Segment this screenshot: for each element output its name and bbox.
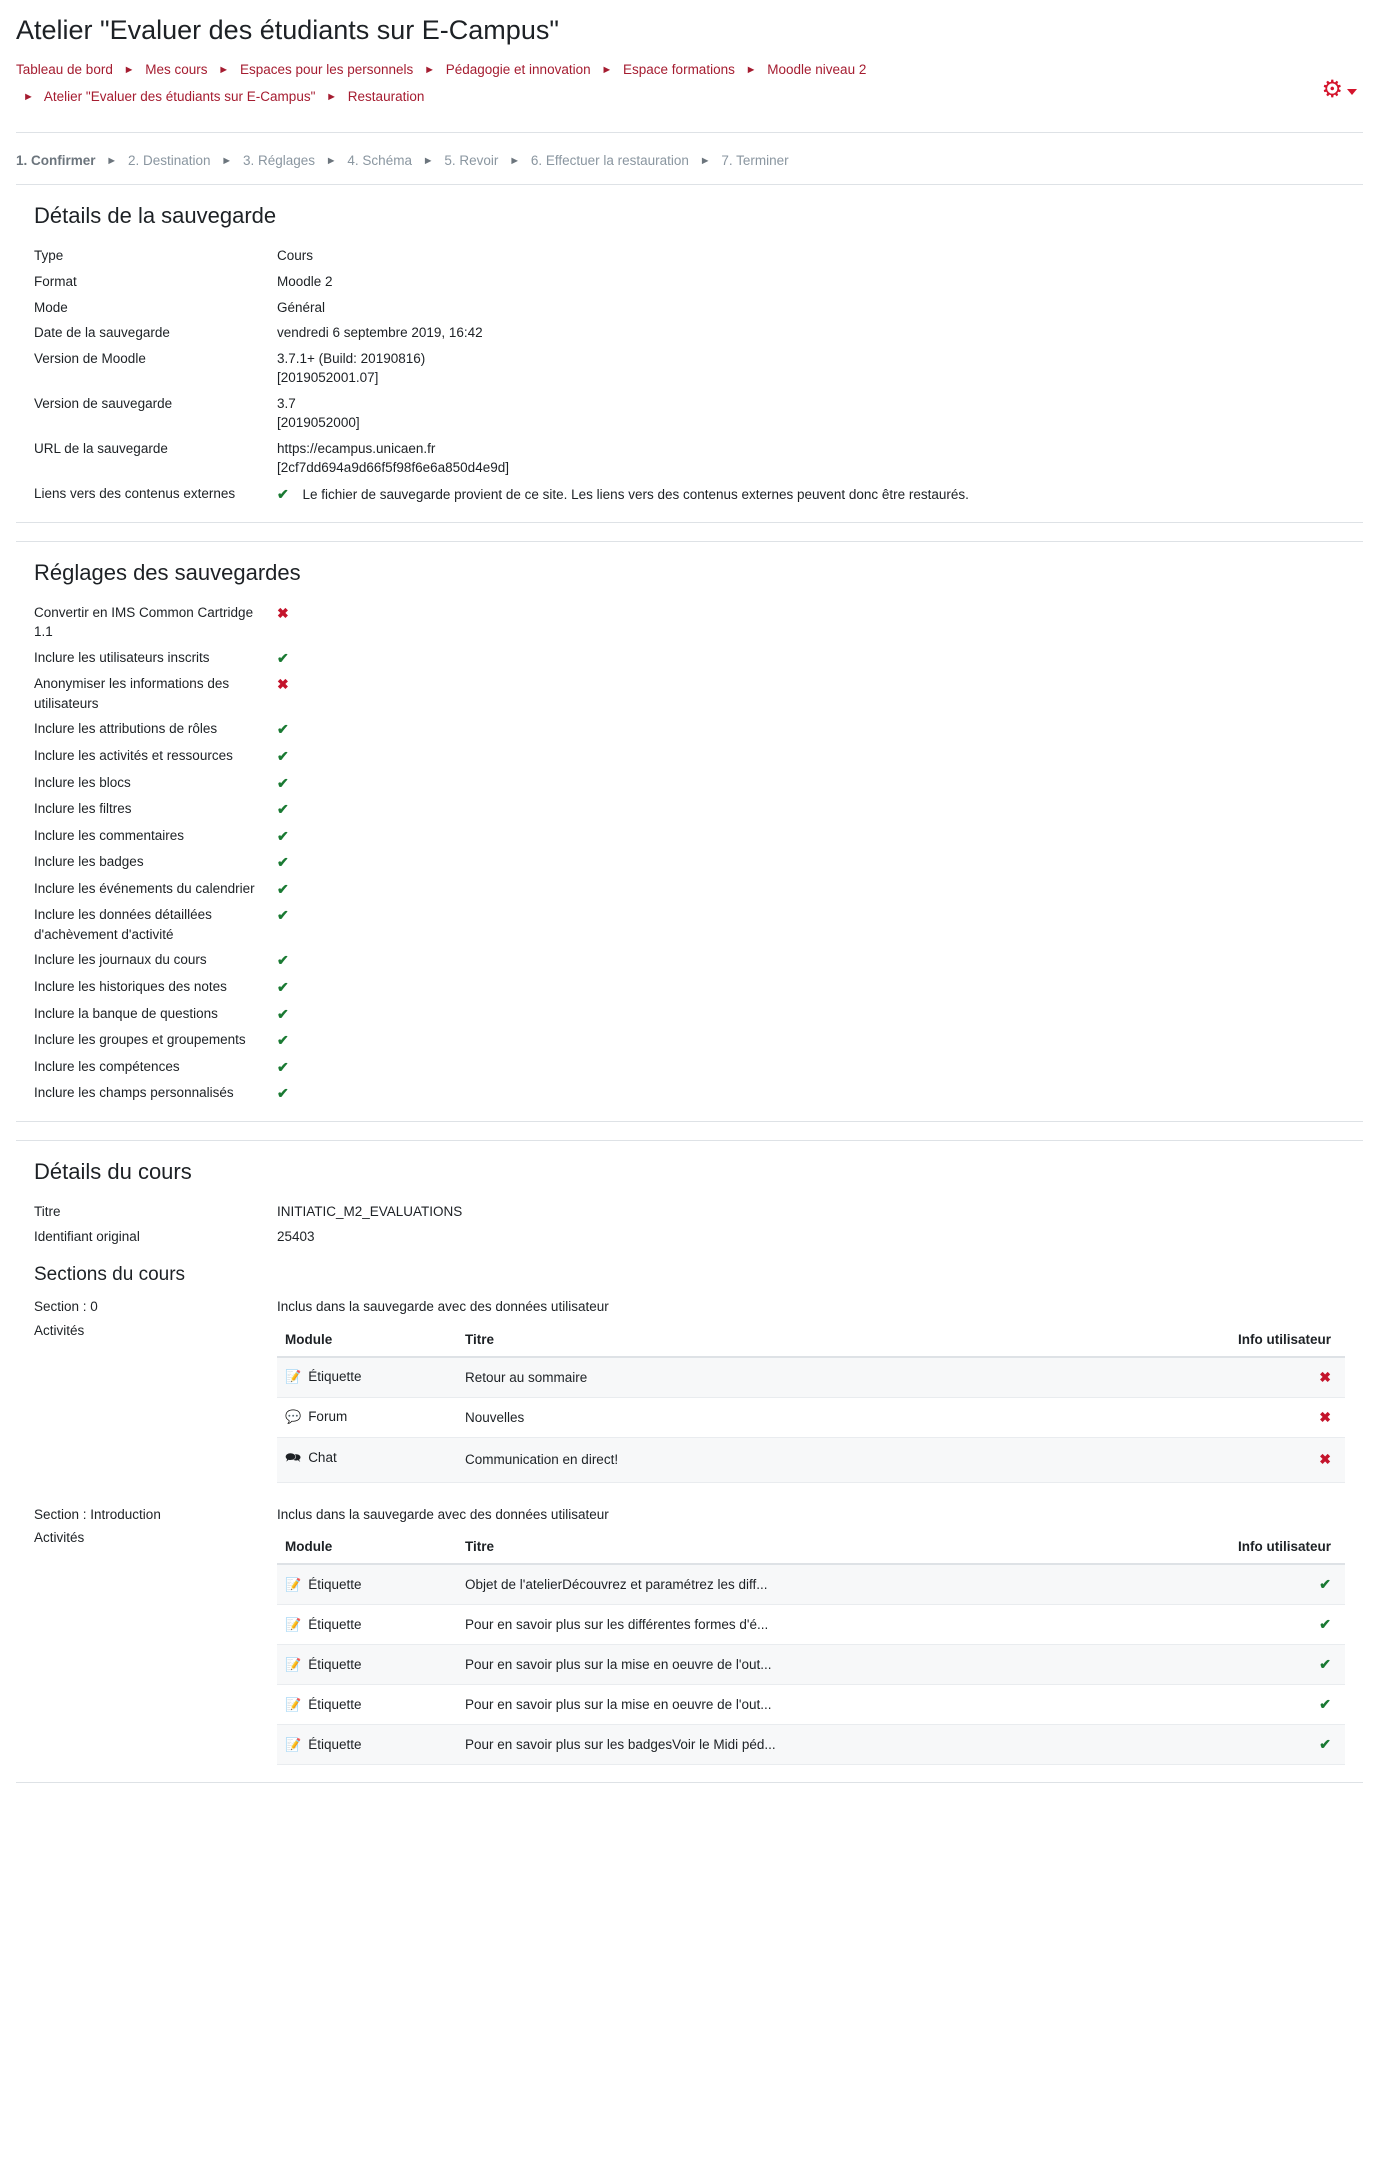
course-detail-value: 25403 [277,1229,315,1245]
step-6-effectuer-la-restauration[interactable]: 6. Effectuer la restauration [530,153,689,169]
backup-detail-value-line1: https://ecampus.unicaen.fr [277,440,436,456]
activity-module [277,1725,457,1765]
table-row [277,1357,1345,1398]
activity-module [277,1564,457,1605]
external-links-value [277,484,1345,505]
breadcrumb-item-3[interactable]: Pédagogie et innovation [445,62,591,78]
activity-title: Retour au sommaire [457,1357,1185,1398]
activities-label: Activités [34,1322,85,1338]
external-links-label: Liens vers des contenus externes [34,486,236,502]
backup-setting-value [277,603,1345,624]
breadcrumb-item-1[interactable]: Mes cours [145,62,208,78]
backup-detail-row [34,436,1345,481]
activities-label: Activités [34,1530,85,1546]
backup-setting-label: Inclure les attributions de rôles [34,721,218,737]
backup-detail-value-line2: [2019052000] [277,415,360,431]
table-row [277,1645,1345,1685]
activity-title: Pour en savoir plus sur la mise en oeuvre de l'out... [457,1685,1185,1725]
backup-setting-row [34,600,1345,645]
backup-setting-label: Inclure les utilisateurs inscrits [34,649,210,665]
breadcrumb-item-0[interactable]: Tableau de bord [16,62,113,78]
backup-detail-value-line1: 3.7.1+ (Build: 20190816) [277,350,426,366]
column-header-user-info: Info utilisateur [1185,1530,1345,1564]
section-label: Section : 0 [34,1298,98,1314]
backup-setting-label: Convertir en IMS Common Cartridge 1.1 [34,604,254,640]
label-icon: 📝 [285,1616,302,1632]
backup-setting-row [34,645,1345,672]
section-header-row [34,1502,1345,1528]
course-sections-title: Sections du cours [34,1263,186,1285]
backup-setting-row [34,1054,1345,1081]
table-row [277,1725,1345,1765]
label-icon: 📝 [285,1369,302,1385]
backup-setting-row [34,849,1345,876]
table-row [277,1397,1345,1437]
breadcrumb-separator-icon: ► [218,64,230,77]
step-separator-icon: ► [106,155,118,168]
course-detail-row [34,1199,1345,1225]
activity-module-label: Chat [308,1449,337,1465]
header-divider [16,132,1363,133]
activity-user-info [1185,1437,1345,1482]
backup-setting-row [34,796,1345,823]
backup-setting-label: Inclure les historiques des notes [34,979,227,995]
check-icon: ✔ [277,827,289,844]
check-icon: ✔ [277,854,289,871]
course-detail-row [34,1224,1345,1250]
activity-module-label: Étiquette [308,1736,362,1752]
backup-detail-value-line1: 3.7 [277,395,296,411]
backup-setting-row [34,770,1345,797]
step-2-destination[interactable]: 2. Destination [127,153,211,169]
step-7-terminer[interactable]: 7. Terminer [721,153,789,169]
label-icon: 📝 [285,1576,302,1592]
backup-detail-row [34,269,1345,295]
activity-module-label: Étiquette [308,1696,362,1712]
backup-setting-row [34,716,1345,743]
cross-icon: ✖ [277,604,289,621]
activity-module-label: Étiquette [308,1576,362,1592]
activity-module-label: Étiquette [308,1656,362,1672]
backup-setting-label: Inclure les champs personnalisés [34,1085,234,1101]
backup-detail-row [34,295,1345,321]
step-3-reglages[interactable]: 3. Réglages [242,153,315,169]
course-detail-label: Titre [34,1203,61,1219]
backup-detail-label: Format [34,273,77,289]
backup-setting-label: Inclure les commentaires [34,827,185,843]
backup-setting-label: Inclure les données détaillées d'achèvement d'activité [34,907,212,942]
check-icon: ✔ [277,979,289,996]
backup-detail-label: Version de sauvegarde [34,395,173,411]
cross-icon: ✖ [277,676,289,693]
activity-title: Nouvelles [457,1397,1185,1437]
backup-setting-row [34,876,1345,903]
course-details-card [16,1140,1363,1783]
backup-setting-value [277,719,1345,740]
activity-module [277,1397,457,1437]
backup-setting-value [277,977,1345,998]
backup-details-title: Détails de la sauvegarde [34,203,277,229]
step-separator-icon: ► [509,155,521,168]
activity-module-label: Étiquette [308,1369,362,1385]
backup-setting-label: Inclure les filtres [34,801,132,817]
activities-table [277,1323,1345,1483]
check-icon: ✔ [277,1032,289,1049]
activities-table-wrapper [277,1323,1345,1483]
activity-title: Pour en savoir plus sur les badgesVoir le Midi péd... [457,1725,1185,1765]
forum-icon: 💬 [285,1409,302,1425]
backup-settings-title: Réglages des sauvegardes [34,559,301,585]
backup-details-card [16,184,1363,522]
section-status: Inclus dans la sauvegarde avec des données utilisateur [277,1506,609,1522]
backup-setting-row [34,743,1345,770]
activity-module-label: Étiquette [308,1616,362,1632]
check-icon: ✔ [277,774,289,791]
backup-setting-row [34,902,1345,947]
activity-user-info [1185,1397,1345,1437]
backup-settings-card [16,541,1363,1122]
backup-setting-label: Inclure les événements du calendrier [34,880,255,896]
section-activities-row [34,1320,1345,1486]
external-links-note: Le fichier de sauvegarde provient de ce site. Les liens vers des contenus externes peuvent donc être restaurés. [302,487,969,503]
breadcrumb-separator-icon: ► [424,64,435,77]
cross-icon: ✖ [1319,1451,1331,1468]
backup-setting-row [34,1027,1345,1054]
check-icon: ✔ [277,1085,289,1102]
column-header-title: Titre [457,1530,1185,1564]
breadcrumb-item-4[interactable]: Espace formations [623,62,735,78]
cross-icon: ✖ [1319,1368,1331,1385]
backup-setting-value [277,879,1345,900]
backup-detail-value [277,394,1345,433]
breadcrumb-item-5[interactable]: Moodle niveau 2 [767,62,867,78]
column-header-module: Module [277,1323,457,1357]
activity-user-info [1185,1605,1345,1645]
table-header-row [277,1323,1345,1357]
check-icon: ✔ [1319,1696,1331,1713]
step-separator-icon: ► [699,155,711,168]
section-label: Section : Introduction [34,1506,161,1522]
activity-title: Pour en savoir plus sur les différentes formes d'é... [457,1605,1185,1645]
backup-setting-row [34,947,1345,974]
column-header-title: Titre [457,1323,1185,1357]
cross-icon: ✖ [1319,1408,1331,1425]
activity-module [277,1357,457,1398]
backup-detail-label: Type [34,248,64,264]
backup-setting-label: Anonymiser les informations des utilisateurs [34,676,230,711]
backup-setting-value [277,648,1345,669]
gear-icon: ⚙ [1321,76,1343,103]
activity-module [277,1685,457,1725]
breadcrumb [16,56,1016,110]
table-row [277,1685,1345,1725]
backup-setting-label: Inclure les activités et ressources [34,747,233,763]
backup-setting-row [34,671,1345,716]
activity-user-info [1185,1357,1345,1398]
chat-icon: 🗪 [285,1449,302,1465]
backup-detail-value: vendredi 6 septembre 2019, 16:42 [277,325,483,341]
breadcrumb-separator-icon: ► [745,64,757,77]
backup-detail-label: URL de la sauvegarde [34,440,168,456]
activity-title: Communication en direct! [457,1437,1185,1482]
check-icon: ✔ [1319,1736,1331,1753]
activity-module [277,1645,457,1685]
check-icon: ✔ [277,907,289,924]
backup-detail-value: Moodle 2 [277,273,333,289]
backup-setting-value [277,950,1345,971]
backup-detail-value-line2: [2019052001.07] [277,370,379,386]
activity-module-label: Forum [308,1409,348,1425]
column-header-module: Module [277,1530,457,1564]
table-header-row [277,1530,1345,1564]
breadcrumb-separator-icon: ► [23,91,34,104]
restore-steps-bar [0,133,1379,184]
activity-user-info [1185,1564,1345,1605]
backup-detail-value: Cours [277,248,314,264]
check-icon: ✔ [1319,1616,1331,1633]
backup-setting-label: Inclure les blocs [34,774,131,790]
backup-setting-value [277,674,1345,695]
activity-user-info [1185,1725,1345,1765]
backup-detail-row [34,391,1345,436]
step-separator-icon: ► [422,155,434,168]
backup-setting-label: Inclure les journaux du cours [34,952,207,968]
backup-setting-label: Inclure les badges [34,854,144,870]
step-4-schema[interactable]: 4. Schéma [347,153,412,169]
breadcrumb-item-6[interactable]: Atelier "Evaluer des étudiants sur E-Campus" [43,89,316,105]
backup-setting-value [277,1004,1345,1025]
check-icon: ✔ [277,801,289,818]
activity-user-info [1185,1645,1345,1685]
column-header-user-info: Info utilisateur [1185,1323,1345,1357]
backup-setting-value [277,1057,1345,1078]
check-icon: ✔ [277,880,289,897]
page-header [0,0,1379,133]
backup-setting-label: Inclure les compétences [34,1058,180,1074]
activities-table [277,1530,1345,1765]
breadcrumb-separator-icon: ► [601,64,613,77]
external-links-row [34,481,1345,508]
breadcrumb-separator-icon: ► [123,64,135,77]
backup-detail-row [34,320,1345,346]
section-activities-row [34,1527,1345,1768]
course-detail-label: Identifiant original [34,1229,140,1245]
check-icon: ✔ [277,1005,289,1022]
course-details-title: Détails du cours [34,1158,192,1184]
backup-setting-value [277,1083,1345,1104]
backup-setting-row [34,823,1345,850]
backup-detail-value-line2: [2cf7dd694a9d66f5f98f6e6a850d4e9d] [277,460,509,476]
check-icon: ✔ [277,952,289,969]
backup-setting-value [277,852,1345,873]
label-icon: 📝 [285,1696,302,1712]
backup-setting-value [277,905,1345,926]
activity-user-info [1185,1685,1345,1725]
activity-title: Pour en savoir plus sur la mise en oeuvre de l'out... [457,1645,1185,1685]
label-icon: 📝 [285,1656,302,1672]
course-detail-value: INITIATIC_M2_EVALUATIONS [277,1203,463,1219]
step-separator-icon: ► [325,155,337,168]
backup-setting-value [277,773,1345,794]
backup-detail-label: Mode [34,299,68,315]
step-5-revoir[interactable]: 5. Revoir [444,153,499,169]
table-row [277,1564,1345,1605]
page-title: Atelier "Evaluer des étudiants sur E-Campus" [16,15,559,45]
step-separator-icon: ► [221,155,233,168]
backup-detail-value [277,439,1345,478]
backup-detail-row [34,346,1345,391]
check-icon: ✔ [1319,1576,1331,1593]
step-1-confirmer[interactable]: 1. Confirmer [16,153,96,169]
backup-detail-label: Version de Moodle [34,350,146,366]
check-icon: ✔ [277,649,289,666]
table-row [277,1605,1345,1645]
backup-setting-value [277,799,1345,820]
backup-setting-row [34,1080,1345,1107]
settings-menu-button[interactable] [1321,78,1357,102]
activities-table-wrapper [277,1530,1345,1765]
backup-setting-row [34,1001,1345,1028]
backup-setting-value [277,746,1345,767]
backup-setting-value [277,826,1345,847]
breadcrumb-item-2[interactable]: Espaces pour les personnels [239,62,414,78]
breadcrumb-item-current: Restauration [347,89,425,105]
backup-detail-value [277,349,1345,388]
backup-setting-label: Inclure les groupes et groupements [34,1032,246,1048]
backup-detail-label: Date de la sauvegarde [34,325,170,341]
table-row [277,1437,1345,1482]
check-icon: ✔ [1319,1656,1331,1673]
activity-title: Objet de l'atelierDécouvrez et paramétrez les diff... [457,1564,1185,1605]
section-status: Inclus dans la sauvegarde avec des données utilisateur [277,1298,609,1314]
activity-module [277,1605,457,1645]
check-icon: ✔ [277,486,289,503]
backup-detail-row [34,243,1345,269]
breadcrumb-separator-icon: ► [326,91,338,104]
chevron-down-icon [1347,89,1357,95]
backup-setting-row [34,974,1345,1001]
check-icon: ✔ [277,721,289,738]
backup-setting-value [277,1030,1345,1051]
check-icon: ✔ [277,1058,289,1075]
section-header-row [34,1294,1345,1320]
backup-setting-label: Inclure la banque de questions [34,1005,218,1021]
label-icon: 📝 [285,1736,302,1752]
check-icon: ✔ [277,747,289,764]
backup-detail-value: Général [277,299,326,315]
activity-module [277,1437,457,1482]
